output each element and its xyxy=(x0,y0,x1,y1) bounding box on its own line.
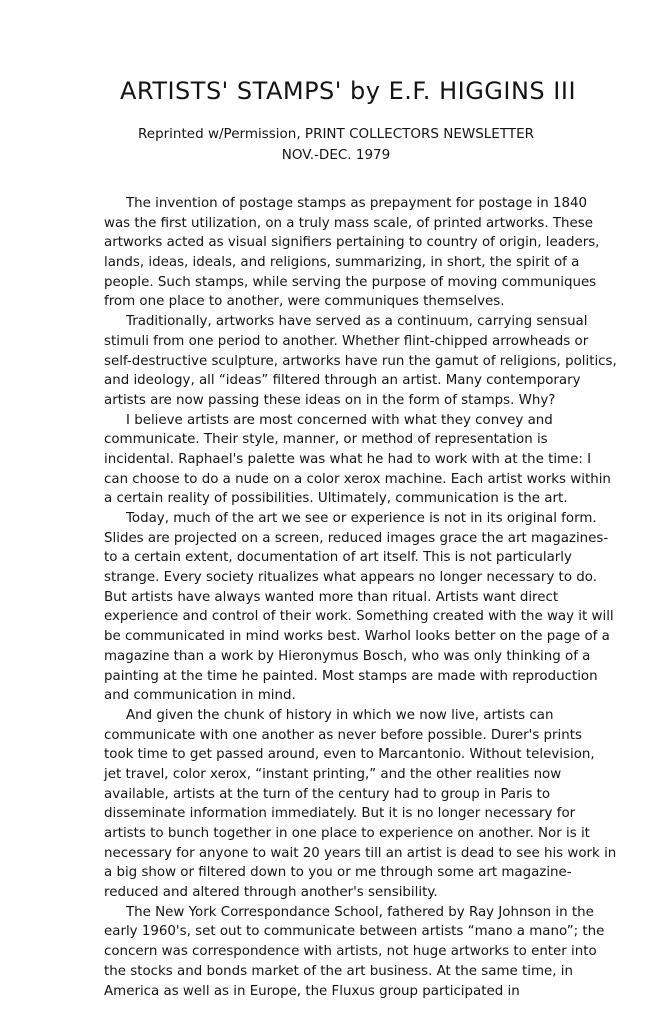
reprint-credit xyxy=(0,124,660,166)
text-line: concern was correspondence with artists, not huge artworks to enter into xyxy=(104,944,597,960)
text-line: Today, much of the art we see or experience is not in its original form. xyxy=(126,511,597,526)
article-body xyxy=(104,194,644,1001)
reprint-date: NOV.-DEC. 1979 xyxy=(281,147,391,163)
text-line: I believe artists are most concerned with what they convey and xyxy=(126,412,553,428)
text-line: The invention of postage stamps as prepayment for postage in 1840 xyxy=(126,196,588,211)
text-line: the stocks and bonds market of the art business. At the same time, in xyxy=(104,963,573,979)
text-line: artists are now passing these ideas on in the form of stamps. Why? xyxy=(104,392,556,408)
text-line: available, artists at the turn of the century had to group in Paris to xyxy=(104,786,551,802)
text-line: and communication in mind. xyxy=(104,688,296,704)
text-line: took time to get passed around, even to Marcantonio. Without television, xyxy=(104,747,595,763)
text-line: to a certain extent, documentation of art itself. This is not particularly xyxy=(104,550,572,566)
text-line: lands, ideas, ideals, and religions, summarizing, in short, the spirit of a xyxy=(104,255,580,271)
text-line: a big show or filtered down to you or me through some art magazine- xyxy=(104,865,572,881)
text-line: people. Such stamps, while serving the purpose of moving communiques xyxy=(104,274,597,290)
reprint-source: Reprinted w/Permission, PRINT COLLECTORS NEWSLETTER xyxy=(137,126,534,142)
text-line: communicate with one another as never before possible. Durer's prints xyxy=(104,727,582,743)
text-line: stimuli from one period to another. Whether flint-chipped arrowheads or xyxy=(104,333,589,349)
text-line: early 1960's, set out to communicate between artists “mano a mano”; the xyxy=(104,924,605,940)
text-line: be communicated in mind works best. Warhol looks better on the page of a xyxy=(104,629,610,645)
text-line: strange. Every society ritualizes what appears no longer necessary to do. xyxy=(104,570,597,586)
text-line: jet travel, color xerox, “instant printing,” and the other realities now xyxy=(104,766,562,782)
text-line: The New York Correspondance School, fathered by Ray Johnson in the xyxy=(126,904,594,920)
text-line: artworks acted as visual signifiers pertaining to country of origin, leaders, xyxy=(104,235,600,251)
text-line: and ideology, all “ideas” filtered through an artist. Many contemporary xyxy=(104,373,581,389)
page-title: ARTISTS' STAMPS' by E.F. HIGGINS III xyxy=(119,77,577,105)
text-line: can choose to do a nude on a color xerox machine. Each artist works within xyxy=(104,471,611,487)
text-line: disseminate information immediately. But it is no longer necessary for xyxy=(104,806,576,822)
text-line: artists to bunch together in one place to experience on another. Nor is it xyxy=(104,826,590,841)
text-line: reduced and altered through another's sensibility. xyxy=(104,885,438,901)
text-line: Traditionally, artworks have served as a continuum, carrying sensual xyxy=(126,314,588,330)
text-line: incidental. Raphael's palette was what he had to work with at the time: I xyxy=(104,451,592,467)
text-line: And given the chunk of history in which we now live, artists can xyxy=(126,707,554,723)
text-line: painting at the time he painted. Most stamps are made with reproduction xyxy=(104,668,598,684)
text-line: necessary for anyone to wait 20 years till an artist is dead to see his work in xyxy=(104,845,617,861)
text-line: Slides are projected on a screen, reduced images grace the art magazines- xyxy=(104,530,609,546)
text-line: a certain reality of possibilities. Ultimately, communication is the art. xyxy=(104,491,568,507)
text-line: communicate. Their style, manner, or method of representation is xyxy=(104,432,548,448)
text-line: experience and control of their work. Something created with the way it will xyxy=(104,609,614,625)
text-line: from one place to another, were communiques themselves. xyxy=(104,294,505,310)
text-line: But artists have always wanted more than ritual. Artists want direct xyxy=(104,589,559,605)
text-line: America as well as in Europe, the Fluxus group participated in xyxy=(104,983,520,999)
text-line: was the first utilization, on a truly mass scale, of printed artworks. These xyxy=(104,215,593,231)
text-line: magazine than a work by Hieronymus Bosch, who was only thinking of a xyxy=(104,648,591,664)
text-line: self-destructive sculpture, artworks have run the gamut of religions, politics, xyxy=(104,353,617,369)
